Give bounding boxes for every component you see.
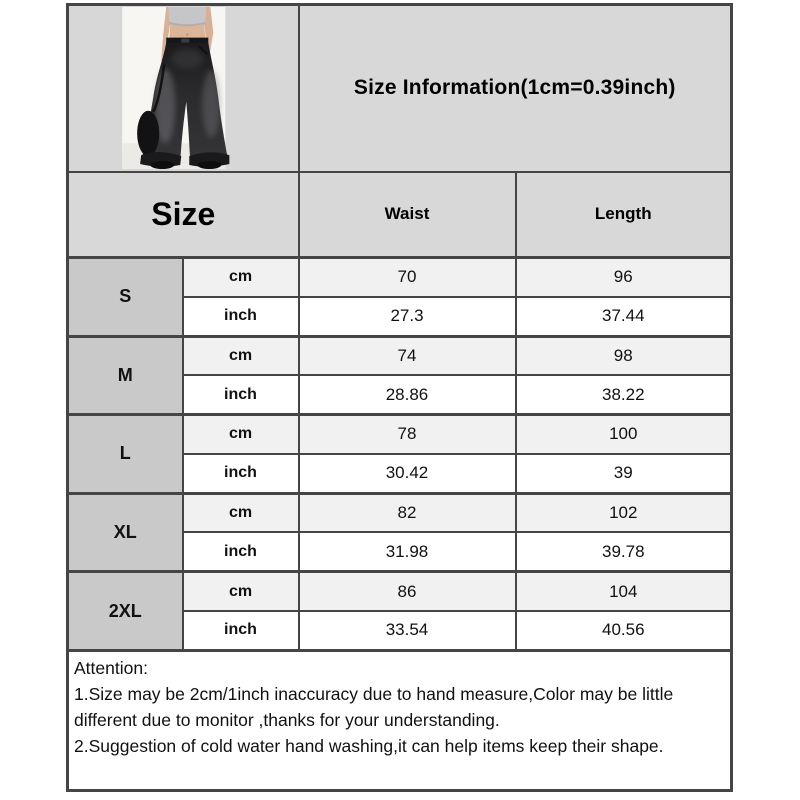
waist-value: 33.54 xyxy=(299,611,516,650)
unit-label-inch: inch xyxy=(183,454,299,493)
length-value: 38.22 xyxy=(516,375,732,414)
length-value: 102 xyxy=(516,493,732,532)
waist-value: 78 xyxy=(299,415,516,454)
attention-heading: Attention: xyxy=(74,657,148,678)
waist-value: 28.86 xyxy=(299,375,516,414)
size-label-2xl: 2XL xyxy=(68,572,183,651)
unit-label-cm: cm xyxy=(183,493,299,532)
product-photo xyxy=(69,7,298,169)
table-row-m-cm xyxy=(68,336,732,375)
attention-note-2: 2.Suggestion of cold water hand washing,it can help items keep their shape. xyxy=(74,735,664,756)
table-row-2xl-cm xyxy=(68,572,732,611)
table-row-xl-cm xyxy=(68,493,732,532)
length-value: 37.44 xyxy=(516,297,732,336)
length-value: 96 xyxy=(516,257,732,296)
size-chart-table xyxy=(66,3,733,792)
waist-value: 70 xyxy=(299,257,516,296)
table-row-l-cm xyxy=(68,415,732,454)
header-row xyxy=(68,172,732,258)
unit-label-inch: inch xyxy=(183,532,299,571)
length-value: 39 xyxy=(516,454,732,493)
table-row-s-cm xyxy=(68,257,732,296)
size-information-title: Size Information(1cm=0.39inch) xyxy=(353,76,676,100)
waist-value: 27.3 xyxy=(299,297,516,336)
size-column-header: Size xyxy=(68,172,299,258)
waist-value: 31.98 xyxy=(299,532,516,571)
unit-label-cm: cm xyxy=(183,336,299,375)
length-value: 104 xyxy=(516,572,732,611)
waist-value: 86 xyxy=(299,572,516,611)
waist-value: 74 xyxy=(299,336,516,375)
waist-column-header: Waist xyxy=(299,172,516,258)
unit-label-inch: inch xyxy=(183,375,299,414)
waist-value: 30.42 xyxy=(299,454,516,493)
top-row xyxy=(68,5,732,172)
unit-label-cm: cm xyxy=(183,415,299,454)
length-value: 98 xyxy=(516,336,732,375)
size-label-m: M xyxy=(68,336,183,415)
size-label-xl: XL xyxy=(68,493,183,572)
length-value: 100 xyxy=(516,415,732,454)
attention-cell xyxy=(68,650,732,790)
model-jeans-illustration xyxy=(69,7,298,169)
length-value: 40.56 xyxy=(516,611,732,650)
size-label-s: S xyxy=(68,257,183,336)
unit-label-cm: cm xyxy=(183,572,299,611)
banner-cell xyxy=(299,5,732,172)
attention-row xyxy=(68,650,732,790)
waist-value: 82 xyxy=(299,493,516,532)
length-column-header: Length xyxy=(516,172,732,258)
unit-label-inch: inch xyxy=(183,297,299,336)
length-value: 39.78 xyxy=(516,532,732,571)
product-photo-cell xyxy=(68,5,299,172)
attention-note-1: 1.Size may be 2cm/1inch inaccuracy due to hand measure,Color may be little different due to monitor ,thanks for your understanding. xyxy=(74,683,674,730)
unit-label-cm: cm xyxy=(183,257,299,296)
size-label-l: L xyxy=(68,415,183,494)
unit-label-inch: inch xyxy=(183,611,299,650)
